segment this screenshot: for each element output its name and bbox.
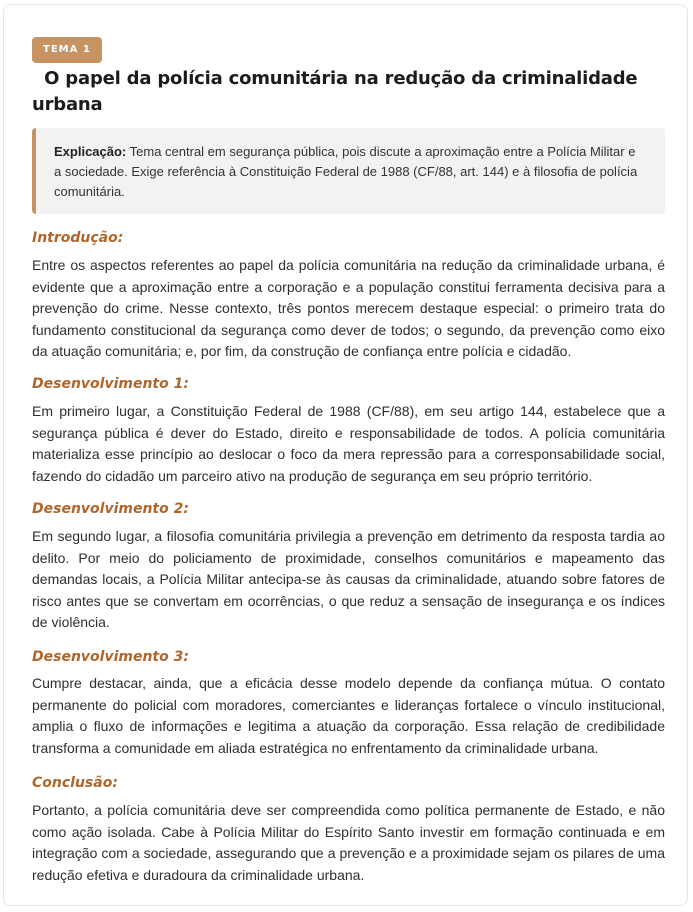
section-heading-development-3: Desenvolvimento 3:	[32, 649, 189, 665]
section-heading-introduction: Introdução:	[32, 230, 124, 246]
section-text-conclusion: Portanto, a polícia comunitária deve ser compreendida como política permanente de Estado, e não como ação isolada. Cabe à Polícia Militar do Espírito Santo investir em formação continuada e em integração com a sociedade, assegurando que a prevenção e a proximidade sejam os pilares de uma redução efetiva e duradoura da criminalidade urbana.	[32, 802, 665, 883]
explanation-text: Tema central em segurança pública, pois discute a aproximação entre a Polícia Militar e a sociedade. Exige referência à Constituição Federal de 1988 (CF/88, art. 144) e à filosofia de polícia comunitária.	[54, 144, 638, 199]
essay-card	[3, 4, 688, 906]
section-heading-development-1: Desenvolvimento 1:	[32, 376, 189, 392]
section-heading-conclusion: Conclusão:	[32, 775, 118, 791]
explanation-box	[32, 128, 665, 214]
section-text-development-3: Cumpre destacar, ainda, que a eficácia desse modelo depende da confiança mútua. O contato permanente do policial com moradores, comerciantes e lideranças fortalece o vínculo institucional, amplia o fluxo de informações e legitima a atuação da corporação. Essa relação de credibilidade transforma a comunidade em aliada estratégica no enfrentamento da criminalidade urbana.	[32, 675, 665, 756]
section-text-development-1: Em primeiro lugar, a Constituição Federal de 1988 (CF/88), em seu artigo 144, estabelece que a segurança pública é dever do Estado, direito e responsabilidade de todos. A polícia comunitária materializa esse princípio ao deslocar o foco da mera repressão para a corresponsabilidade social, fazendo do cidadão um parceiro ativo na produção de segurança em seu próprio território.	[32, 403, 665, 484]
topic-badge: TEMA 1	[32, 37, 102, 63]
section-text-introduction: Entre os aspectos referentes ao papel da polícia comunitária na redução da criminalidade urbana, é evidente que a aproximação entre a corporação e a população constitui ferramenta decisiva para a prevenção do crime. Nesse contexto, três pontos merecem destaque especial: o primeiro trata do fundamento constitucional da segurança como dever de todos; o segundo, da prevenção como eixo da atuação comunitária; e, por fim, da construção de confiança entre polícia e cidadão.	[32, 257, 665, 360]
section-heading-development-2: Desenvolvimento 2:	[32, 501, 189, 517]
essay-title: O papel da polícia comunitária na redução da criminalidade urbana	[32, 68, 644, 115]
explanation-label: Explicação:	[54, 144, 127, 159]
section-text-development-2: Em segundo lugar, a filosofia comunitária privilegia a prevenção em detrimento da resposta tardia ao delito. Por meio do policiamento de proximidade, conselhos comunitários e mapeamento das demandas locais, a Polícia Militar antecipa-se às causas da criminalidade, atuando sobre fatores de risco antes que se convertam em ocorrências, o que reduz a sensação de insegurança e os índices de violência.	[32, 528, 665, 631]
